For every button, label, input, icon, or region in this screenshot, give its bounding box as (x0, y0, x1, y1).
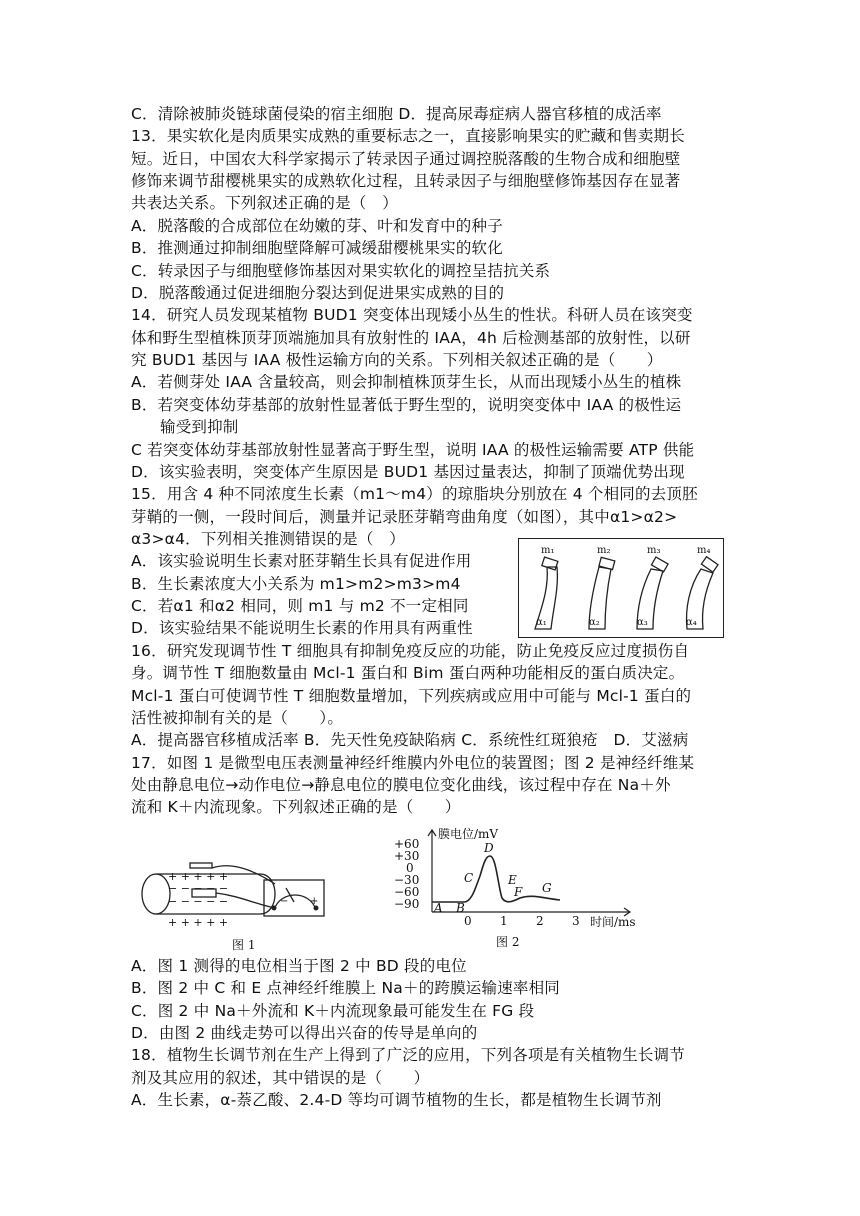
fig17-2-caption: 图 2 (496, 935, 520, 949)
figure-17-1-apparatus (130, 860, 340, 956)
fig17-2-xtick-3: 3 (572, 914, 580, 928)
text-line: A．该实验说明生长素对胚芽鞘生长具有促进作用 (131, 552, 472, 570)
fig17-1-minus-bottom: − − − − − (168, 895, 229, 908)
fig17-1-plus-top: + + + + + (168, 870, 229, 883)
fig17-2-ytick-6: −90 (394, 897, 420, 911)
fig15-m3-label: m₃ (647, 545, 661, 556)
fig17-2-point-c: C (464, 871, 474, 885)
fig17-2-xtick-2: 2 (536, 914, 544, 928)
text-line: D．该实验表明，突变体产生原因是 BUD1 基因过量表达，抑制了顶端优势出现 (131, 463, 685, 481)
text-line: 共表达关系。下列叙述正确的是（ ） (131, 194, 398, 212)
text-line: 14．研究人员发现某植物 BUD1 突变体出现矮小丛生的性状。科研人员在该突变 (131, 306, 693, 324)
fig15-m2-label: m₂ (597, 545, 611, 556)
text-line: 18．植物生长调节剂在生产上得到了广泛的应用，下列各项是有关植物生长调节 (131, 1046, 685, 1064)
fig17-1-plus-bottom: + + + + + (168, 916, 229, 929)
text-line: A．提高器官移植成活率 B．先天性免疫缺陷病 C．系统性红斑狼疮 D．艾滋病 (131, 731, 689, 749)
fig17-2-ytick-2: +30 (394, 849, 420, 863)
text-line: D．该实验结果不能说明生长素的作用具有两重性 (131, 619, 473, 637)
text-line: 芽鞘的一侧，一段时间后，测量并记录胚芽鞘弯曲角度（如图），其中α1>α2> (131, 508, 678, 526)
text-line: C．清除被肺炎链球菌侵染的宿主细胞 D．提高尿毒症病人器官移植的成活率 (131, 105, 662, 123)
text-line: 流和 K＋内流现象。下列叙述正确的是（ ） (131, 798, 461, 816)
text-line: 15．用含 4 种不同浓度生长素（m1～m4）的琼脂块分别放在 4 个相同的去顶胚 (131, 485, 698, 503)
fig15-a4-label: α₄ (686, 617, 697, 628)
fig17-1-caption: 图 1 (232, 938, 256, 952)
text-line: 活性被抑制有关的是（ ）。 (131, 709, 344, 727)
text-line: B．推测通过抑制细胞壁降解可减缓甜樱桃果实的软化 (131, 239, 503, 257)
fig17-2-xlabel: 时间/ms (590, 915, 636, 929)
fig17-2-xtick-0: 0 (464, 914, 472, 928)
fig17-2-xtick-1: 1 (500, 914, 508, 928)
text-line: C．若α1 和α2 相同，则 m1 与 m2 不一定相同 (131, 597, 469, 615)
text-line: C．图 2 中 Na＋外流和 K＋内流现象最可能发生在 FG 段 (131, 1002, 535, 1020)
text-line: α3>α4．下列相关推测错误的是（ ） (131, 530, 405, 548)
fig17-2-ytick-3: 0 (406, 861, 414, 875)
text-line: D．由图 2 曲线走势可以得出兴奋的传导是单向的 (131, 1024, 478, 1042)
figure-17-2-membrane-potential (392, 826, 642, 956)
fig15-a3-label: α₃ (637, 617, 648, 628)
text-line: A．若侧芽处 IAA 含量较高，则会抑制植株顶芽生长，从而出现矮小丛生的植株 (131, 373, 682, 391)
fig17-2-ytick-4: −30 (394, 873, 420, 887)
text-line: A．生长素，α-萘乙酸、2.4-D 等均可调节植物的生长，都是植物生长调节剂 (131, 1091, 662, 1109)
fig17-2-point-f: F (514, 885, 523, 899)
text-line: 身。调节性 T 细胞数量由 Mcl-1 蛋白和 Bim 蛋白两种功能相反的蛋白质决定。 (131, 664, 685, 682)
text-line: B．图 2 中 C 和 E 点神经纤维膜上 Na＋的跨膜运输速率相同 (131, 979, 560, 997)
text-line: B．生长素浓度大小关系为 m1>m2>m3>m4 (131, 575, 461, 593)
text-line: A．脱落酸的合成部位在幼嫩的芽、叶和发育中的种子 (131, 217, 503, 235)
fig17-2-point-g: G (542, 881, 552, 895)
fig17-2-curve (432, 856, 560, 902)
text-line: Mcl-1 蛋白可使调节性 T 细胞数量增加，下列疾病或应用中可能与 Mcl-1 蛋白的 (131, 687, 692, 705)
fig17-2-ytick-1: +60 (394, 837, 420, 851)
fig15-a1-label: α₁ (536, 617, 547, 628)
fig15-m4-label: m₄ (697, 545, 711, 556)
text-line: 体和野生型植株顶芽顶端施加具有放射性的 IAA，4h 后检测基部的放射性，以研 (131, 329, 691, 347)
figure-15-coleoptiles (518, 538, 724, 638)
text-line: A．图 1 测得的电位相当于图 2 中 BD 段的电位 (131, 957, 467, 975)
fig17-2-ylabel: 膜电位/mV (438, 827, 499, 841)
text-line: 究 BUD1 基因与 IAA 极性运输方向的关系。下列相关叙述正确的是（ ） (131, 351, 663, 369)
text-line: 短。近日，中国农大科学家揭示了转录因子通过调控脱落酸的生物合成和细胞壁 (131, 150, 681, 168)
fig17-2-point-d: D (484, 841, 494, 855)
fig17-2-point-a: A (434, 901, 443, 915)
text-line: C．转录因子与细胞壁修饰基因对果实软化的调控呈拮抗关系 (131, 262, 551, 280)
text-line: 16．研究发现调节性 T 细胞具有抑制免疫反应的功能，防止免疫反应过度损伤自 (131, 642, 690, 660)
text-line: 修饰来调节甜樱桃果实的成熟软化过程，且转录因子与细胞壁修饰基因存在显著 (131, 172, 681, 190)
text-line: 17．如图 1 是微型电压表测量神经纤维膜内外电位的装置图；图 2 是神经纤维某 (131, 754, 695, 772)
fig17-2-ytick-5: −60 (394, 885, 420, 899)
text-line: 13．果实软化是肉质果实成熟的重要标志之一，直接影响果实的贮藏和售卖期长 (131, 127, 685, 145)
text-line: 剂及其应用的叙述，其中错误的是（ ） (131, 1069, 430, 1087)
fig15-m1-label: m₁ (541, 545, 555, 556)
fig15-a2-label: α₂ (589, 617, 600, 628)
fig17-2-point-e: E (508, 873, 517, 887)
fig17-1-meter-plus: + (310, 896, 319, 907)
text-line: 处由静息电位→动作电位→静息电位的膜电位变化曲线，该过程中存在 Na＋外 (131, 776, 671, 794)
text-line: C 若突变体幼芽基部放射性显著高于野生型，说明 IAA 的极性运输需要 ATP 供能 (131, 441, 695, 459)
fig17-2-point-b: B (456, 901, 465, 915)
text-line: 输受到抑制 (160, 418, 239, 436)
text-line: D．脱落酸通过促进细胞分裂达到促进果实成熟的目的 (131, 284, 505, 302)
text-line: B．若突变体幼芽基部的放射性显著低于野生型的，说明突变体中 IAA 的极性运 (131, 396, 682, 414)
fig17-1-meter-minus: − (280, 896, 289, 907)
fig17-1-minus-top: − − − − − (168, 882, 229, 895)
